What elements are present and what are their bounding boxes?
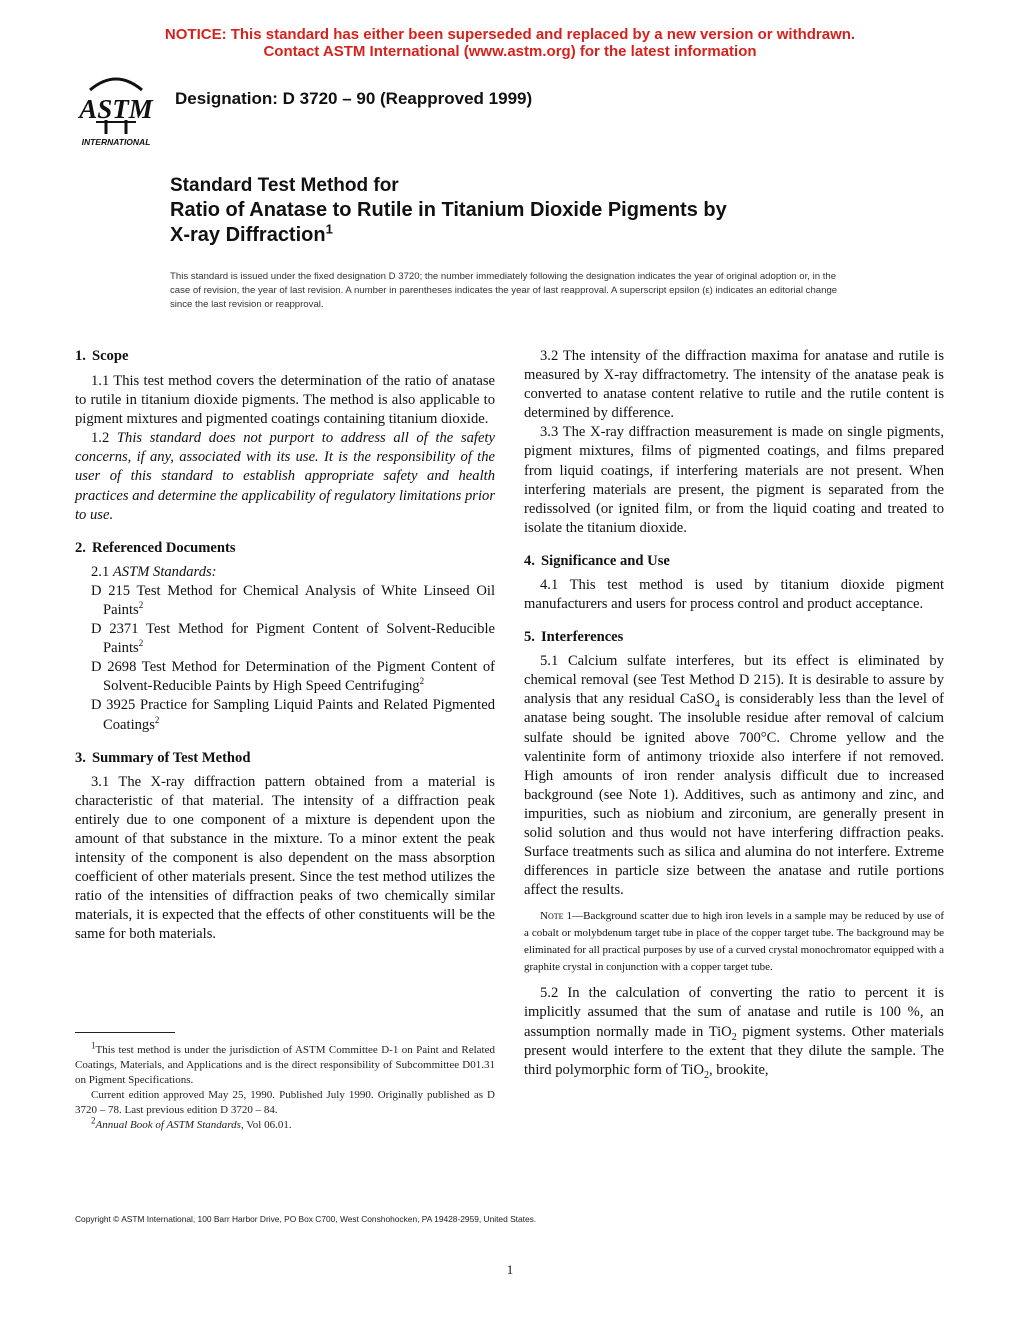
logo-letters: ASTM	[79, 94, 153, 124]
para-1-2: 1.2 This standard does not purport to address all of the safety concerns, if any, associated with its use. It is the responsibility of the user of this standard to establish appropriate safety and health practices and determine the applicability of regulatory limitations prior to use.	[75, 430, 495, 523]
footnote-rule	[75, 1032, 175, 1033]
ref-d2371: D 2371 Test Method for Pigment Content of Solvent-Reducible Paints$^2$	[91, 621, 495, 657]
para-3-3: 3.3 The X-ray diffraction measurement is made on single pigments, pigment mixtures, films of pigmented coatings, and films prepared from liquid coatings, if interfering materials are not present. When interfering materials are present, the pigment is separated from the redissolved (or ignited film, or from the liquid coating and treated to isolate the titanium dioxide.	[524, 424, 944, 536]
title-pre: Standard Test Method for	[170, 175, 399, 196]
notice-line-1: NOTICE: This standard has either been superseded and replaced by a new version or withdrawn.	[164, 26, 856, 43]
astm-logo-mark	[68, 74, 164, 150]
ref-d3925: D 3925 Practice for Sampling Liquid Paints and Related Pigmented Coatings$^2$	[91, 697, 495, 733]
page-number: 1	[506, 1262, 514, 1277]
logo-international: INTERNATIONAL	[81, 137, 151, 147]
ref-d215: D 215 Test Method for Chemical Analysis of White Linseed Oil Paints$^2$	[91, 582, 495, 618]
para-3-1: 3.1 The X-ray diffraction pattern obtained from a material is characteristic of that material. The intensity of a diffraction peak entirely due to one component of a mixture is dependent upon the amount of that substance in the mixture. To a minor extent the peak intensity of the component is also dependent on the mass absorption coefficient of other materials present. Since the test method utilizes the ratio of the intensities of diffraction peaks of two chemically similar materials, it is expected that the effects of other constituents will be the same for both materials.	[75, 773, 495, 943]
right-column	[524, 347, 944, 1080]
left-column	[75, 347, 495, 944]
para-3-2: 3.2 The intensity of the diffraction maxima for anatase and rutile is measured by X-ray diffractometry. The intensity of the anatase peak is converted to anatase content relative to rutile and the rutile content is determined by difference.	[524, 348, 944, 422]
notice-line-2: Contact ASTM International (www.astm.org) for the latest information	[263, 43, 757, 60]
para-5-2: 5.2 In the calculation of converting the ratio to percent it is implicitly assumed that the sum of anatase and rutile is 100 %, an assumption normally made in TiO$_2$ pigment systems. Other materials present would interfere to the extent that they dilute the sample. The third polymorphic form of TiO$_2$, brookite,	[524, 985, 944, 1081]
para-5-1: 5.1 Calcium sulfate interferes, but its effect is eliminated by chemical removal (see Test Method D 215). It is desirable to assure by analysis that any residual CaSO$_4$ is considerably less than the level of anatase being sought. The insoluble residue after removal of calcium sulfate should be ignited above 700°C. Chrome yellow and the valentinite form of antimony trioxide also interfere if not removed. High amounts of iron render analysis difficult due to increased background (see Note 1). Additives, such as antimony and zinc, and impurities, such as niobium and zirconium, are generally present in solid solution and thus would not have interfering diffraction peaks. Surface treatments such as silica and alumina do not interfere. Extreme differences in particle size between the anatase and rutile portions affect the results.	[524, 653, 944, 899]
ref-d2698: D 2698 Test Method for Determination of the Pigment Content of Solvent-Reducible Paints by High Speed Centrifuging$^2$	[91, 659, 495, 695]
section-4-heading: 4. Significance and Use	[524, 552, 670, 569]
section-5-heading: 5. Interferences	[524, 629, 624, 646]
section-2-heading: 2. Referenced Documents	[75, 539, 236, 556]
withdrawal-notice	[0, 26, 1020, 60]
footnote-1-edition: Current edition approved May 25, 1990. Published July 1990. Originally published as D 3720 – 78. Last previous edition D 3720 – 84.	[75, 1089, 495, 1116]
issued-note: This standard is issued under the fixed designation D 3720; the number immediately following the designation indicates the year of original adoption or, in the case of revision, the year of last revision. A number in parentheses indicates the year of last reapproval. A superscript epsilon (ε) indicates an editorial change since the last revision or reapproval.	[170, 271, 838, 310]
para-2-1: 2.1 ASTM Standards:	[91, 563, 217, 580]
note-1: Note 1—Background scatter due to high iron levels in a sample may be reduced by use of a cobalt or molybdenum target tube in place of the copper target tube. The background may be eliminated for all practical purposes by use of a curved crystal monochromator equipped with a graphite crystal in conjunction with a copper target tube.	[524, 910, 944, 974]
title-main-line-2	[170, 223, 870, 248]
para-1-1: 1.1 This test method covers the determination of the ratio of anatase to rutile in titanium dioxide pigments. The method is also applicable to pigment mixtures and pigmented coatings containing titanium dioxide.	[75, 373, 495, 428]
designation: Designation: D 3720 – 90 (Reapproved 1999)	[175, 89, 533, 108]
title-main-text-2: X-ray Diffraction	[170, 224, 326, 246]
section-1-heading: 1. Scope	[75, 348, 129, 364]
title-main-line-1: Ratio of Anatase to Rutile in Titanium Dioxide Pigments by	[170, 199, 727, 221]
footnote-1: $^1$This test method is under the jurisdiction of ASTM Committee D-1 on Paint and Related Coatings, Materials, and Applications and is the direct responsibility of Subcommittee D01.31 on Pigment Specifications.	[75, 1040, 495, 1086]
para-4-1: 4.1 This test method is used by titanium dioxide pigment manufacturers and users for process control and product acceptance.	[524, 576, 944, 613]
footnotes	[75, 1040, 495, 1133]
footnote-2: $^2$Annual Book of ASTM Standards, Vol 06.01.	[91, 1115, 292, 1131]
document-title	[170, 174, 870, 248]
copyright: Copyright © ASTM International, 100 Barr Harbor Drive, PO Box C700, West Conshohocken, PA 19428-2959, United States.	[75, 1214, 537, 1224]
section-3-heading: 3. Summary of Test Method	[75, 749, 251, 766]
astm-logo	[68, 74, 164, 150]
title-footnote-mark: 1	[325, 221, 333, 237]
